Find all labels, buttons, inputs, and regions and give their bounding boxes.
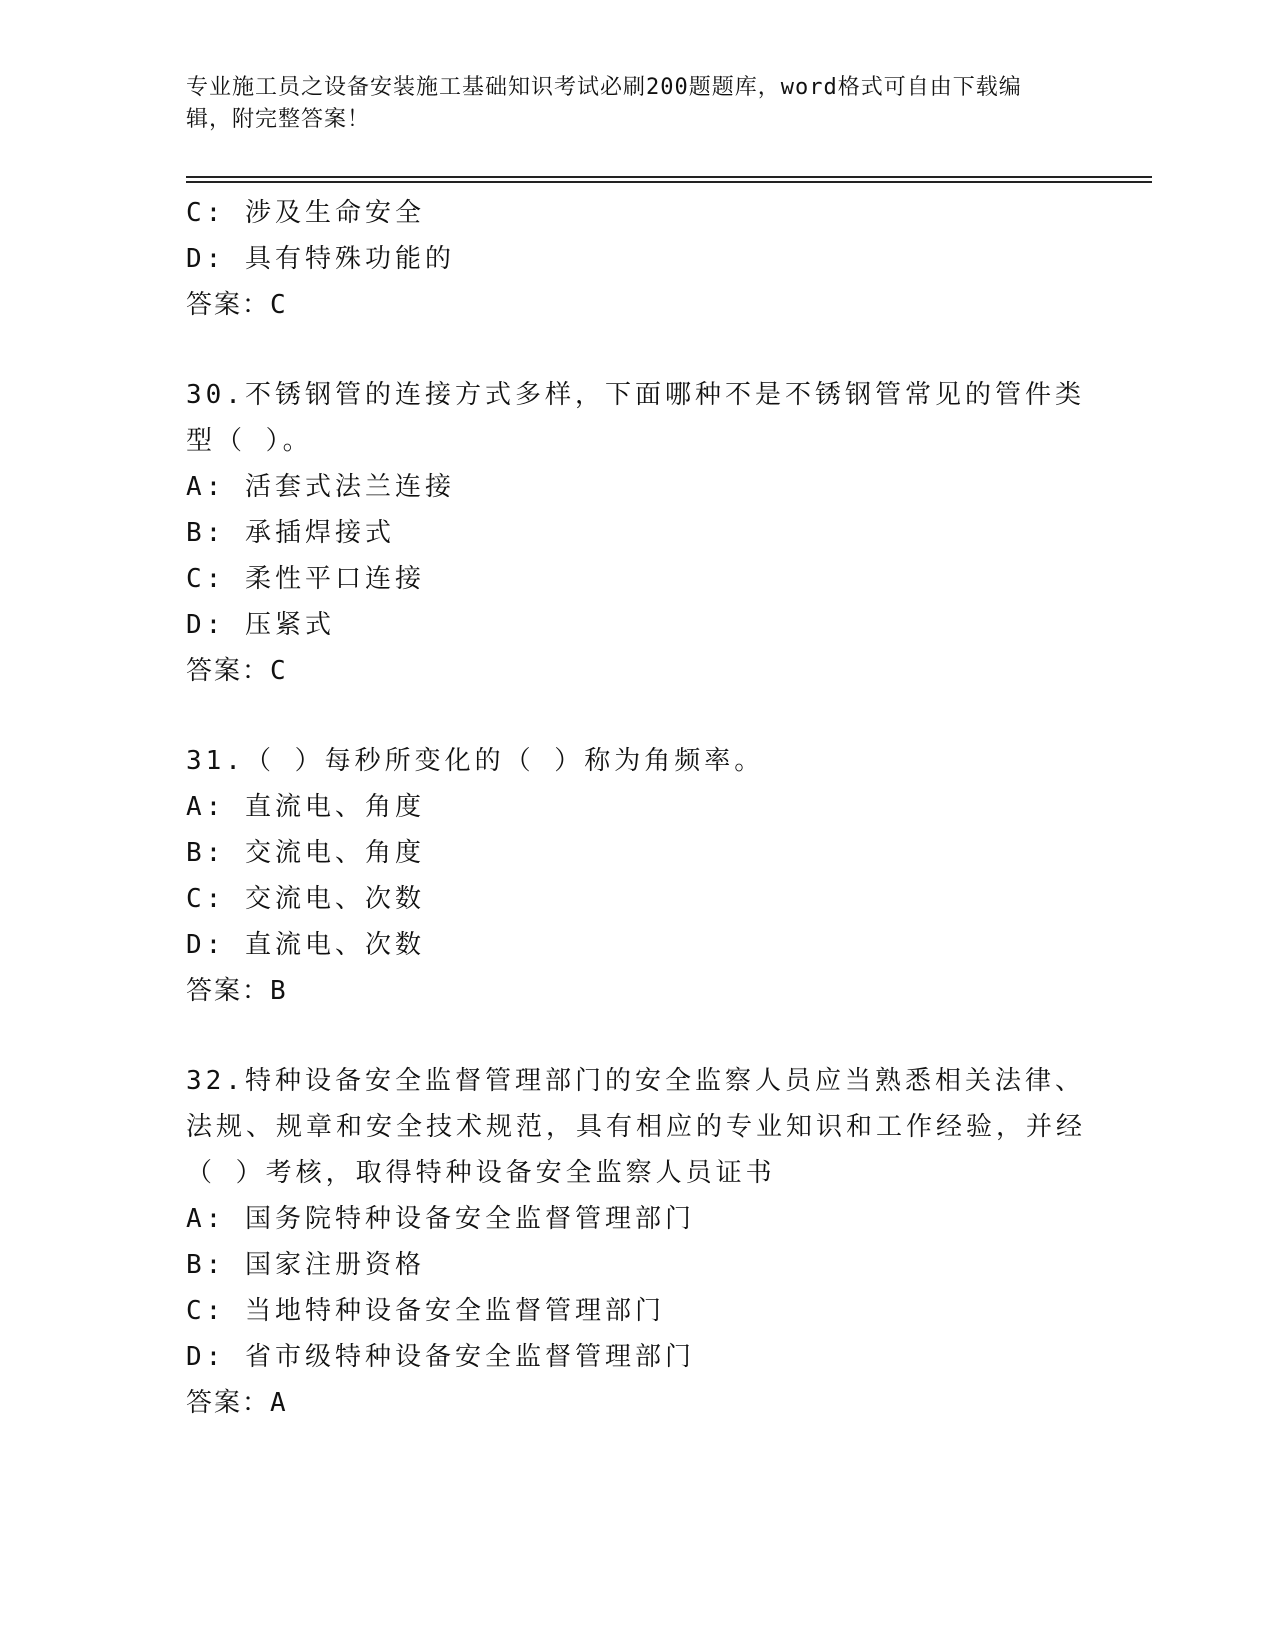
question-30 xyxy=(186,372,1086,694)
option-a: A: 国务院特种设备安全监督管理部门 xyxy=(186,1204,695,1234)
answer-line: 答案：C xyxy=(186,290,288,320)
question-text: 31.（ ）每秒所变化的（ ）称为角频率。 xyxy=(186,746,765,776)
option-b: B: 交流电、角度 xyxy=(186,838,425,868)
document-header: 专业施工员之设备安装施工基础知识考试必刷200题题库，word格式可自由下载编辑，附完整答案！ xyxy=(186,75,1022,132)
option-a: A: 直流电、角度 xyxy=(186,792,425,822)
option-d: D: 具有特殊功能的 xyxy=(186,244,455,274)
option-c: C: 涉及生命安全 xyxy=(186,198,425,228)
option-d: D: 压紧式 xyxy=(186,610,335,640)
question-text: 30.不锈钢管的连接方式多样，下面哪种不是不锈钢管常见的管件类型（ ）。 xyxy=(186,380,1085,456)
option-a: A: 活套式法兰连接 xyxy=(186,472,455,502)
header-rule-bottom xyxy=(186,181,1152,183)
option-c: C: 柔性平口连接 xyxy=(186,564,425,594)
question-text: 32.特种设备安全监督管理部门的安全监察人员应当熟悉相关法律、法规、规章和安全技术规范，具有相应的专业知识和工作经验，并经（ ）考核，取得特种设备安全监察人员证书 xyxy=(186,1066,1087,1188)
answer-line: 答案：C xyxy=(186,656,288,686)
option-c: C: 交流电、次数 xyxy=(186,884,425,914)
answer-line: 答案：B xyxy=(186,976,288,1006)
option-b: B: 承插焊接式 xyxy=(186,518,395,548)
question-32 xyxy=(186,1058,1086,1426)
header-rule-top xyxy=(186,176,1152,178)
question-list xyxy=(186,190,1086,1470)
option-b: B: 国家注册资格 xyxy=(186,1250,425,1280)
partial-question xyxy=(186,190,1086,328)
option-d: D: 省市级特种设备安全监督管理部门 xyxy=(186,1342,695,1372)
option-c: C: 当地特种设备安全监督管理部门 xyxy=(186,1296,665,1326)
answer-line: 答案：A xyxy=(186,1388,288,1418)
question-31 xyxy=(186,738,1086,1014)
option-d: D: 直流电、次数 xyxy=(186,930,425,960)
